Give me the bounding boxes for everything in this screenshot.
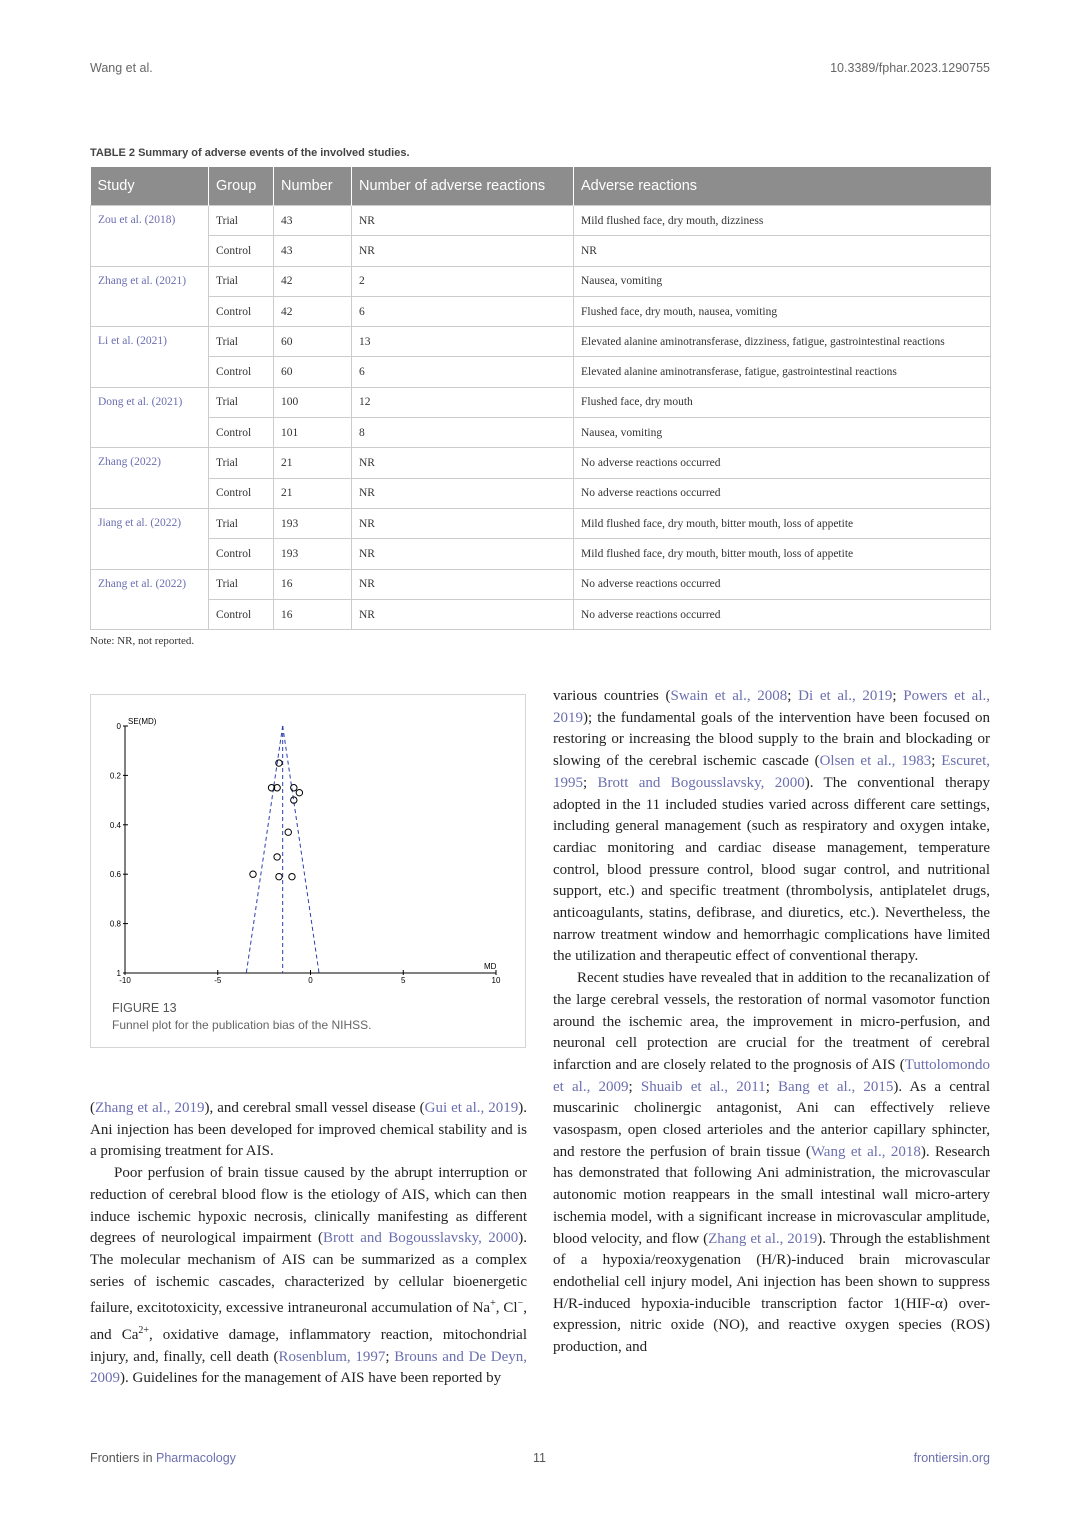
text-run: ( xyxy=(90,1100,95,1116)
text-run: ). The molecular mechanism of AIS can be summarized as a complex series of ischemic cascades, characterized by cellular bioenergetic failure, excitotoxicity, excessive intraneuronal accumulation of Na xyxy=(90,1230,527,1317)
citation-link[interactable]: Zhang et al., 2019 xyxy=(95,1100,205,1116)
number-cell: 21 xyxy=(274,478,352,508)
superscript: + xyxy=(490,1298,496,1310)
number-cell: 101 xyxy=(274,418,352,448)
x-tick-label: 5 xyxy=(401,976,406,985)
group-cell: Trial xyxy=(209,508,274,538)
number-cell: 42 xyxy=(274,266,352,296)
superscript: − xyxy=(517,1298,524,1310)
study-point xyxy=(289,873,295,879)
number-cell: 193 xyxy=(274,539,352,569)
group-cell: Trial xyxy=(209,327,274,357)
count-cell: 8 xyxy=(352,418,574,448)
reactions-cell: NR xyxy=(574,236,991,266)
reactions-cell: Nausea, vomiting xyxy=(574,418,991,448)
text-run: ; xyxy=(583,774,598,791)
number-cell: 16 xyxy=(274,569,352,599)
y-tick-label: 0.4 xyxy=(109,820,121,830)
study-cell[interactable]: Dong et al. (2021) xyxy=(91,387,209,448)
reactions-cell: Flushed face, dry mouth, nausea, vomiting xyxy=(574,296,991,326)
citation-link[interactable]: Rosenblum, 1997 xyxy=(278,1348,386,1365)
citation-link[interactable]: Powers et al., 2019 xyxy=(553,688,991,726)
reactions-cell: Mild flushed face, dry mouth, bitter mouth, loss of appetite xyxy=(574,508,991,538)
number-cell: 100 xyxy=(274,387,352,417)
x-tick-label: -10 xyxy=(119,976,131,985)
table-row xyxy=(91,478,991,508)
x-tick-label: 0 xyxy=(308,976,313,985)
running-header-doi[interactable]: 10.3389/fphar.2023.1290755 xyxy=(830,61,990,75)
y-tick-label: 0.8 xyxy=(109,919,121,929)
citation-link[interactable]: Wang et al., 2018 xyxy=(810,1143,921,1160)
table-row xyxy=(91,539,991,569)
count-cell: NR xyxy=(352,508,574,538)
text-run: various countries ( xyxy=(553,688,671,704)
body-text-left-column xyxy=(90,1098,527,1390)
number-cell: 42 xyxy=(274,296,352,326)
study-point xyxy=(250,871,256,877)
reactions-cell: Mild flushed face, dry mouth, dizziness xyxy=(574,206,991,236)
text-run: , Cl xyxy=(495,1300,518,1317)
citation-link[interactable]: Brott and Bogousslavsky, 2000 xyxy=(597,774,805,791)
adverse-events-table xyxy=(90,167,991,630)
group-cell: Trial xyxy=(209,387,274,417)
running-header-authors: Wang et al. xyxy=(90,61,153,75)
text-run: Poor perfusion of brain tissue caused by the abrupt interruption or reduction of cerebral blood flow is the etiology of AIS, which can then induce ischemic hypoxic necrosis, clinically manifesting as different degrees of neurological impairment ( xyxy=(90,1165,527,1247)
number-cell: 193 xyxy=(274,508,352,538)
count-cell: 6 xyxy=(352,357,574,387)
group-cell: Trial xyxy=(209,448,274,478)
study-cell[interactable]: Jiang et al. (2022) xyxy=(91,508,209,569)
figure-label: FIGURE 13 xyxy=(112,1001,177,1015)
paragraph xyxy=(90,1163,527,1390)
table-row xyxy=(91,387,991,417)
footer-journal-name: Pharmacology xyxy=(156,1451,236,1465)
x-tick-label: 10 xyxy=(491,976,501,985)
reactions-cell: No adverse reactions occurred xyxy=(574,448,991,478)
citation-link[interactable]: Brott and Bogousslavsky, 2000 xyxy=(322,1230,519,1247)
citation-link[interactable]: Gui et al., 2019 xyxy=(424,1100,519,1116)
table-row xyxy=(91,296,991,326)
y-tick-label: 0 xyxy=(116,722,121,731)
count-cell: 6 xyxy=(352,296,574,326)
text-run: ; xyxy=(628,1078,641,1095)
study-point xyxy=(285,829,291,835)
table-note: Note: NR, not reported. xyxy=(90,635,195,647)
column-header-study: Study xyxy=(91,167,209,206)
text-run: ), and cerebral small vessel disease ( xyxy=(204,1100,425,1116)
citation-link[interactable]: Escuret, 1995 xyxy=(553,753,990,791)
paragraph xyxy=(553,686,990,968)
group-cell: Control xyxy=(209,599,274,629)
group-cell: Control xyxy=(209,296,274,326)
table-row xyxy=(91,266,991,296)
text-run: Recent studies have revealed that in addition to the recanalization of the large cerebral vessels, the restoration of normal vasomotor function around the ischemic area, the improvement in micro-perfusion, and neuronal cell protection are crucial for the treatment of cerebral infarction and are closely related to the prognosis of AIS ( xyxy=(553,970,990,1073)
text-run: , and Ca xyxy=(90,1300,527,1344)
count-cell: 12 xyxy=(352,387,574,417)
reactions-cell: Elevated alanine aminotransferase, fatigue, gastrointestinal reactions xyxy=(574,357,991,387)
study-point xyxy=(276,873,282,879)
group-cell: Trial xyxy=(209,206,274,236)
table-row xyxy=(91,569,991,599)
y-tick-label: 0.6 xyxy=(109,870,121,880)
y-tick-label: 1 xyxy=(116,969,121,978)
count-cell: NR xyxy=(352,448,574,478)
citation-link[interactable]: Brouns and De Deyn, 2009 xyxy=(90,1348,528,1387)
study-cell[interactable]: Zhang (2022) xyxy=(91,448,209,509)
reactions-cell: No adverse reactions occurred xyxy=(574,569,991,599)
study-point xyxy=(274,854,280,860)
paragraph xyxy=(90,1098,527,1163)
study-cell[interactable]: Zhang et al. (2021) xyxy=(91,266,209,327)
body-text-right-column xyxy=(553,686,990,1359)
text-run: ). Research has demonstrated that following Ani administration, the microvascular autonomic motion reappears in the small intestinal wall micro-artery ischemia model, with a significant increase in microvascular amplitude, blood velocity, and flow ( xyxy=(553,1143,990,1247)
text-run: , oxidative damage, inflammatory reaction, mitochondrial injury, and, finally, cell death ( xyxy=(90,1327,527,1365)
count-cell: NR xyxy=(352,236,574,266)
reactions-cell: Mild flushed face, dry mouth, bitter mouth, loss of appetite xyxy=(574,539,991,569)
group-cell: Control xyxy=(209,478,274,508)
figure-caption: Funnel plot for the publication bias of the NIHSS. xyxy=(112,1018,372,1032)
group-cell: Control xyxy=(209,418,274,448)
text-run: ); the fundamental goals of the intervention have been focused on restoring or increasing the blood supply to the brain and blockading or slowing of the cerebral ischemic cascade ( xyxy=(553,709,990,770)
column-header-group: Group xyxy=(209,167,274,206)
funnel-limit-right xyxy=(283,726,319,973)
citation-link[interactable]: Bang et al., 2015 xyxy=(778,1078,894,1095)
table-row xyxy=(91,599,991,629)
table-body xyxy=(91,206,991,630)
count-cell: 13 xyxy=(352,327,574,357)
citation-link[interactable]: Swain et al., 2008 xyxy=(670,688,788,704)
citation-link[interactable]: Di et al., 2019 xyxy=(798,688,893,704)
figure-13 xyxy=(90,694,526,1048)
text-run: ; xyxy=(931,753,942,770)
reactions-cell: Elevated alanine aminotransferase, dizziness, fatigue, gastrointestinal reactions xyxy=(574,327,991,357)
citation-link[interactable]: Shuaib et al., 2011 xyxy=(640,1078,766,1095)
citation-link[interactable]: Zhang et al., 2019 xyxy=(708,1230,818,1247)
group-cell: Control xyxy=(209,357,274,387)
funnel-limit-left xyxy=(246,726,282,973)
text-run: ). Through the establishment of a hypoxia/reoxygenation (H/R)-induced brain microvascular endothelial cell injury model, Ani injection has been shown to suppress H/R-induced hypoxia-inducible transcription factor 1(HIF-α) over-expression, nitric oxide (NO), and reactive oxygen species (ROS) production, and xyxy=(553,1230,990,1356)
number-cell: 16 xyxy=(274,599,352,629)
table-row xyxy=(91,357,991,387)
count-cell: NR xyxy=(352,478,574,508)
funnel-plot xyxy=(91,695,525,995)
reactions-cell: Nausea, vomiting xyxy=(574,266,991,296)
paragraph xyxy=(553,968,990,1359)
number-cell: 60 xyxy=(274,327,352,357)
citation-link[interactable]: Tuttolomondo et al., 2009 xyxy=(553,1056,990,1095)
table-row xyxy=(91,206,991,236)
number-cell: 60 xyxy=(274,357,352,387)
group-cell: Control xyxy=(209,539,274,569)
study-cell[interactable]: Zhang et al. (2022) xyxy=(91,569,209,630)
x-axis-label: MD xyxy=(484,962,497,971)
x-tick-label: -5 xyxy=(214,976,222,985)
column-header-adverse-count: Number of adverse reactions xyxy=(352,167,574,206)
column-header-adverse-reactions: Adverse reactions xyxy=(574,167,991,206)
reactions-cell: Flushed face, dry mouth xyxy=(574,387,991,417)
count-cell: NR xyxy=(352,539,574,569)
footer-journal xyxy=(90,1451,236,1465)
count-cell: NR xyxy=(352,569,574,599)
reactions-cell: No adverse reactions occurred xyxy=(574,599,991,629)
study-cell[interactable]: Li et al. (2021) xyxy=(91,327,209,388)
text-run: ). Guidelines for the management of AIS have been reported by xyxy=(120,1370,502,1387)
number-cell: 43 xyxy=(274,236,352,266)
number-cell: 43 xyxy=(274,206,352,236)
number-cell: 21 xyxy=(274,448,352,478)
y-axis-label: SE(MD) xyxy=(128,717,157,726)
text-run: ; xyxy=(765,1078,779,1095)
count-cell: NR xyxy=(352,599,574,629)
table-row xyxy=(91,327,991,357)
footer-site-link[interactable]: frontiersin.org xyxy=(913,1451,990,1465)
table-header-row xyxy=(91,167,991,206)
text-run: ; xyxy=(892,688,904,704)
count-cell: 2 xyxy=(352,266,574,296)
table-row xyxy=(91,418,991,448)
table-row xyxy=(91,448,991,478)
table-row xyxy=(91,236,991,266)
footer-journal-prefix: Frontiers in xyxy=(90,1451,156,1465)
group-cell: Control xyxy=(209,236,274,266)
count-cell: NR xyxy=(352,206,574,236)
study-point xyxy=(296,789,302,795)
text-run: ). Ani injection has been developed for improved chemical stability and is a promising treatment for AIS. xyxy=(90,1100,527,1160)
text-run: ). As a central muscarinic cholinergic antagonist, Ani can effectively relieve vasospasm, open closed arterioles and the anterior capillary sphincter, and restore the perfusion of brain tissue ( xyxy=(553,1078,990,1160)
citation-link[interactable]: Olsen et al., 1983 xyxy=(819,753,932,770)
text-run: ; xyxy=(787,688,799,704)
study-point xyxy=(291,785,297,791)
table-row xyxy=(91,508,991,538)
column-header-number: Number xyxy=(274,167,352,206)
text-run: ; xyxy=(385,1348,395,1365)
reactions-cell: No adverse reactions occurred xyxy=(574,478,991,508)
table-caption: TABLE 2 Summary of adverse events of the involved studies. xyxy=(90,147,410,159)
group-cell: Trial xyxy=(209,569,274,599)
group-cell: Trial xyxy=(209,266,274,296)
y-tick-label: 0.2 xyxy=(109,771,121,781)
superscript: 2+ xyxy=(138,1325,149,1337)
page-number: 11 xyxy=(533,1451,546,1465)
text-run: ). The conventional therapy adopted in the 11 included studies varied across different care settings, including general management (such as respiratory and oxygen intake, cardiac monitoring and cardiac disease management, temperature control, blood pressure control, blood sugar control, and nutritional support, etc.) and specific treatment (thrombolysis, antiplatelet drugs, anticoagulants, statins, defibrase, and diuretics, etc.). Nevertheless, the narrow treatment window and hemorrhagic complications have limited the utilization and therapeutic effect of conventional therapy. xyxy=(553,774,991,965)
study-cell[interactable]: Zou et al. (2018) xyxy=(91,206,209,267)
